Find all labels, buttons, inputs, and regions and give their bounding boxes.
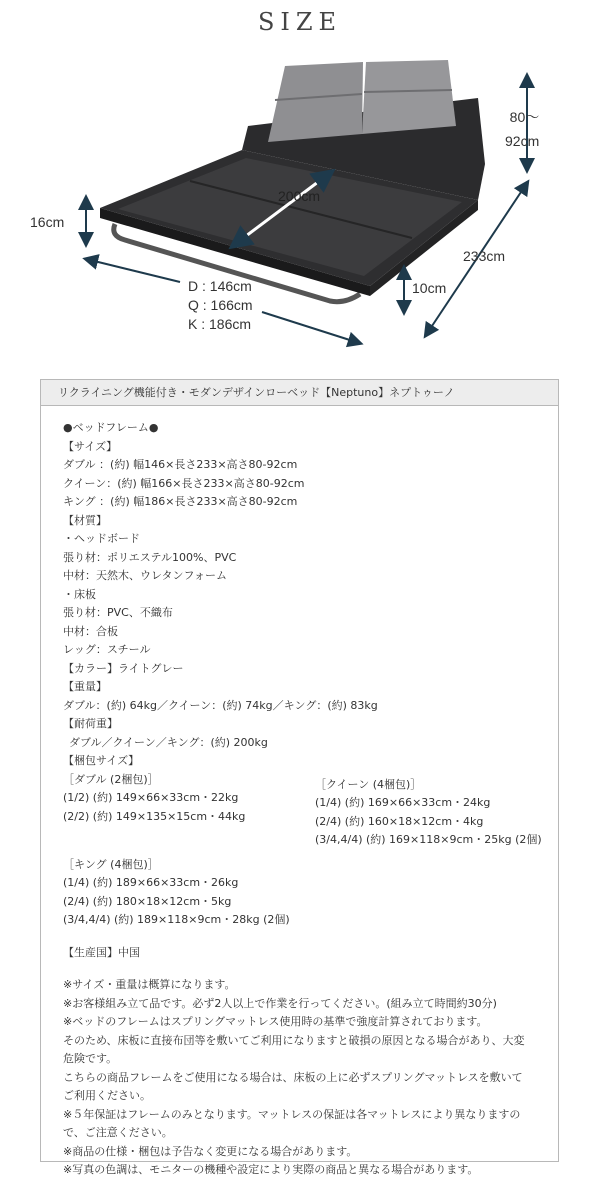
- package-line: (1/2) (約) 149×66×33cm・22kg: [63, 791, 239, 804]
- headboard-cushion-right: [362, 60, 456, 134]
- note-line: ※サイズ・重量は概算になります。: [63, 978, 236, 991]
- spec-line: クイーン：(約) 幅166×長さ233×高さ80-92cm: [63, 476, 305, 490]
- headboard-cushion-left: [268, 62, 363, 142]
- origin-line: 【生産国】中国: [63, 945, 140, 959]
- note-line: ※ベッドのフレームはスプリングマットレス使用時の基準で強度計算されております。: [63, 1015, 488, 1028]
- spec-line: 【重量】: [63, 680, 107, 693]
- spec-table: [40, 379, 559, 1176]
- width-arrow-left: [90, 260, 180, 282]
- spec-body: [41, 406, 558, 1180]
- package-king: [63, 856, 558, 930]
- width-arrow-right: [262, 312, 356, 342]
- note-line: ※お客様組み立て品です。必ず2人以上で作業を行ってください。(組み立て時間約30分): [63, 996, 497, 1010]
- bed-dimension-figure: [0, 46, 600, 366]
- package-queen: [315, 776, 542, 850]
- width-label-double: D : 146cm: [188, 278, 252, 294]
- package-double: [63, 771, 245, 827]
- spec-header: リクライニング機能付き・モダンデザインローベッド【Neptuno】ネプトゥーノ: [41, 380, 558, 406]
- spec-line: ダブル：(約) 64kg／クイーン：(約) 74kg／キング：(約) 83kg: [63, 698, 378, 712]
- spec-line: ・ヘッドボード: [63, 532, 140, 545]
- floor-gap-label: 10cm: [412, 280, 447, 296]
- package-line: ［クイーン (4梱包)］: [315, 777, 422, 791]
- package-sizes: [63, 771, 558, 845]
- note-line: ※写真の色調は、モニターの機種や設定により実際の商品と異なる場合があります。: [63, 1163, 479, 1176]
- bed-illustration: [0, 46, 600, 366]
- package-line: (1/4) (約) 169×66×33cm・24kg: [315, 796, 491, 809]
- note-line: そのため、床板に直接布団等を敷いてご利用になりますと破損の原因となる場合があり、大変危険です。: [63, 1033, 525, 1065]
- frame-height-label: 16cm: [30, 214, 65, 230]
- spec-line: 【耐荷重】: [63, 717, 118, 730]
- width-label-king: K : 186cm: [188, 316, 252, 332]
- spec-line: 【カラー】ライトグレー: [63, 661, 184, 675]
- package-line: (2/4) (約) 160×18×12cm・4kg: [315, 814, 484, 828]
- spec-line: キング ：(約) 幅186×長さ233×高さ80-92cm: [63, 495, 298, 508]
- package-line: (2/2) (約) 149×135×15cm・44kg: [63, 809, 246, 823]
- package-line: ［キング (4梱包)］: [63, 857, 159, 871]
- page-title: SIZE: [257, 8, 343, 36]
- note-line: ※商品の仕様・梱包は予告なく変更になる場合があります。: [63, 1144, 358, 1158]
- spec-line: 中材：天然木、ウレタンフォーム: [63, 569, 228, 582]
- package-line: ［ダブル (2梱包)］: [63, 772, 159, 786]
- spec-line: ダブル／クイーン／キング：(約) 200kg: [69, 735, 268, 749]
- note-line: こちらの商品フレームをご使用になる場合は、床板の上に必ずスプリングマットレスを敷いてご利用ください。: [63, 1070, 523, 1102]
- spec-line: 張り材：PVC、不織布: [63, 606, 173, 619]
- notes: [63, 976, 558, 1180]
- spec-line: レッグ：スチール: [63, 643, 151, 656]
- depth-label: 233cm: [463, 248, 506, 264]
- package-line: (1/4) (約) 189×66×33cm・26kg: [63, 876, 239, 889]
- spec-line: 張り材：ポリエステル100%、PVC: [63, 550, 237, 564]
- package-line: (3/4,4/4) (約) 189×118×9cm・28kg (2個): [63, 913, 290, 926]
- spec-line: ・床板: [63, 587, 96, 601]
- width-label-queen: Q : 166cm: [188, 297, 253, 313]
- spec-line: ダブル ：(約) 幅146×長さ233×高さ80-92cm: [63, 458, 298, 471]
- spec-line: ●ベッドフレーム●: [63, 421, 159, 434]
- spec-line: 中材：合板: [63, 624, 118, 638]
- package-line: (3/4,4/4) (約) 169×118×9cm・25kg (2個): [315, 833, 542, 846]
- package-line: (2/4) (約) 180×18×12cm・5kg: [63, 894, 232, 908]
- total-height-label: 80～ 92cm: [505, 109, 540, 149]
- note-line: ※５年保証はフレームのみとなります。マットレスの保証は各マットレスにより異なりますので、ご注意ください。: [63, 1107, 521, 1139]
- spec-line: 【材質】: [63, 513, 107, 527]
- spec-line: 【サイズ】: [63, 439, 118, 453]
- length-label: 200cm: [278, 188, 321, 204]
- spec-line: 【梱包サイズ】: [63, 754, 140, 767]
